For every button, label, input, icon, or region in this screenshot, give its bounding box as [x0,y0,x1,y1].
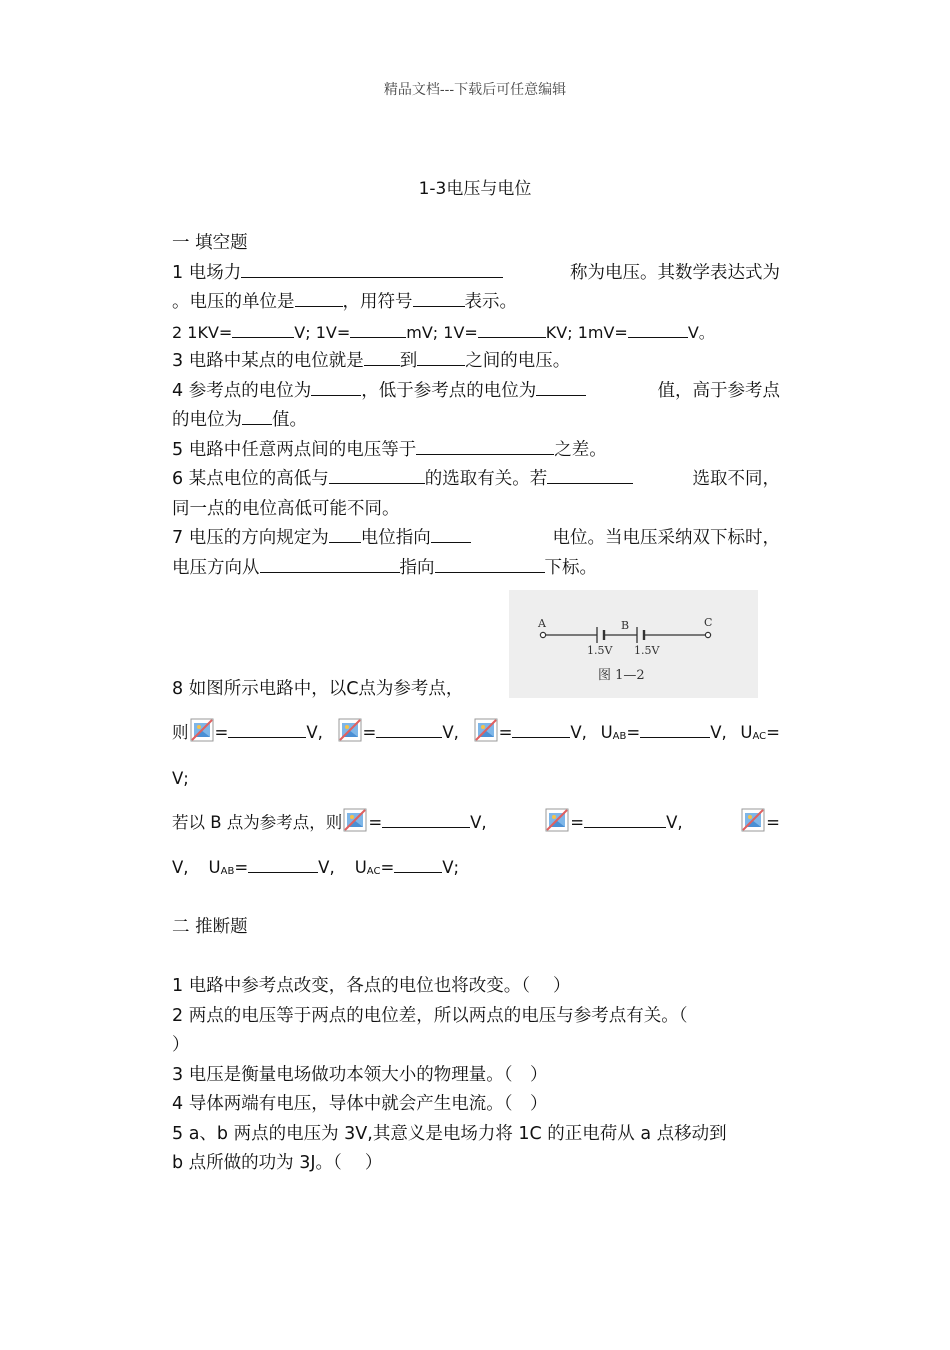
battery-1-voltage: 1.5V [587,644,613,657]
blank[interactable] [350,319,406,338]
blank[interactable] [242,406,272,425]
tf-question-4: 4 导体两端有电压，导体中就会产生电流。（ ） [172,1094,548,1114]
question-8-line2: 若以 B 点为参考点，则 = V, = V, = [172,808,780,838]
section-heading: 一 填空题 [172,233,248,253]
broken-image-icon [545,808,569,832]
blank[interactable] [628,319,688,338]
node-c-terminal [705,632,710,637]
section-true-false-heading: 二 推断题 [172,917,248,937]
blank[interactable] [536,377,586,396]
blank[interactable] [260,554,400,573]
blank[interactable] [241,259,503,278]
tf-question-5-line2: b 点所做的功为 3J。（ ） [172,1153,383,1173]
section-true-false [172,972,780,1179]
broken-image-icon [474,718,498,742]
question-6-line1: 6 某点电位的高低与 的选取有关。若 选取不同， [172,465,780,495]
question-8-line1-tail: V; [172,769,189,788]
blank[interactable] [547,465,633,484]
tf-question-3: 3 电压是衡量电场做功本领大小的物理量。（ ） [172,1064,548,1085]
question-1-line2: 。电压的单位是 ，用符号 表示。 [172,288,780,318]
blank[interactable] [584,809,666,828]
question-2: 2 1KV= V; 1V= mV; 1V= KV; 1mV= V。 [172,318,780,348]
blank[interactable] [311,377,361,396]
node-b-label: B [621,619,630,632]
blank[interactable] [382,809,470,828]
battery-2-voltage: 1.5V [634,644,660,657]
blank[interactable] [232,319,294,338]
blank[interactable] [416,436,554,455]
broken-image-icon [190,718,214,742]
page-header: 精品文档---下载后可任意编辑 [383,82,567,98]
section-fill-in [172,229,780,583]
question-3: 3 电路中某点的电位就是 到 之间的电压。 [172,347,780,377]
question-8-line1: 则 = V, = V, = V, UAB= V, UAC= [172,718,780,752]
question-7-line1: 7 电压的方向规定为 电位指向 电位。当电压采纳双下标时， [172,524,780,554]
question-8-line2-tail: V, UAB= V, UAC= V; [172,853,780,887]
question-7-line2: 电压方向从 指向 下标。 [172,554,780,584]
node-a-terminal [540,632,545,637]
blank[interactable] [478,319,546,338]
blank[interactable] [376,719,442,738]
node-c-label: C [704,616,713,629]
blank[interactable] [512,719,570,738]
blank[interactable] [417,347,465,366]
tf-question-5-line1: 5 a、b 两点的电压为 3V,其意义是电场力将 1C 的正电荷从 a 点移动到 [172,1123,727,1144]
page-title: 1-3电压与电位 [418,179,532,199]
blank[interactable] [394,854,442,873]
tf-question-1: 1 电路中参考点改变，各点的电位也将改变。（ ） [172,976,571,996]
blank[interactable] [640,719,710,738]
figure-caption: 图 1—2 [598,668,645,683]
blank[interactable] [413,288,465,307]
tf-question-2-line1: 2 两点的电压等于两点的电位差，所以两点的电压与参考点有关。（ [172,1005,688,1026]
tf-question-2-line2: ） [172,1035,190,1055]
blank[interactable] [431,524,471,543]
blank[interactable] [295,288,343,307]
blank[interactable] [364,347,400,366]
question-4-line1: 4 参考点的电位为 ，低于参考点的电位为 值，高于参考点 [172,377,780,407]
blank[interactable] [329,465,425,484]
blank[interactable] [435,554,545,573]
blank[interactable] [228,719,306,738]
broken-image-icon [741,808,765,832]
question-5: 5 电路中任意两点间的电压等于 之差。 [172,436,780,466]
broken-image-icon [338,718,362,742]
broken-image-icon [343,808,367,832]
question-4-line2: 的电位为 值。 [172,406,780,436]
question-6-line2: 同一点的电位高低可能不同。 [172,498,400,519]
question-1-line1: 1 电场力 称为电压。其数学表达式为 [172,259,780,289]
blank[interactable] [329,524,361,543]
question-8-intro: 8 如图所示电路中，以C点为参考点， [172,679,464,699]
node-a-label: A [538,617,546,630]
blank[interactable] [248,854,318,873]
